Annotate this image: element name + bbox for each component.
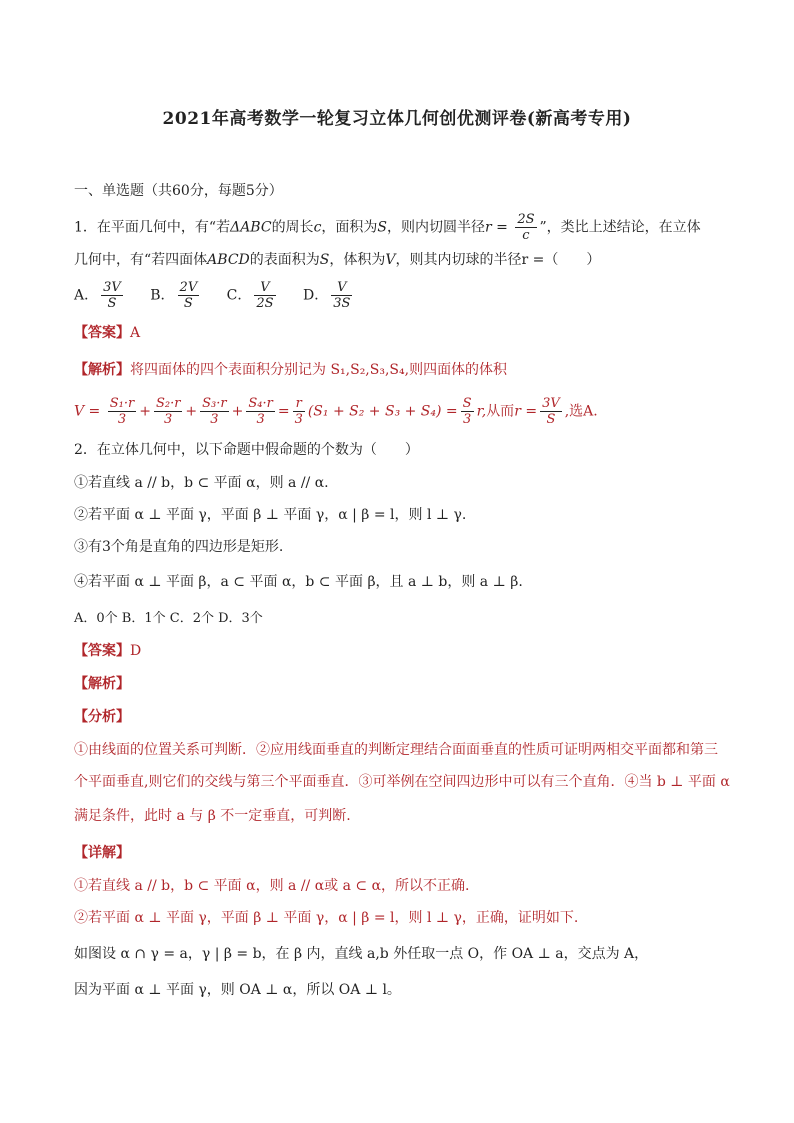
- denominator: S: [107, 296, 117, 311]
- fraction: [101, 280, 123, 311]
- formula-sum: (S₁ + S₂ + S₃ + S₄): [307, 403, 442, 420]
- denominator: S: [183, 296, 193, 311]
- answer-label: 【答案】: [74, 643, 130, 659]
- fenxi-line-1: ①由线面的位置关系可判断．②应用线面垂直的判断定理结合面面垂直的性质可证明两相交平面都和第三: [74, 742, 718, 758]
- fraction: [331, 280, 352, 311]
- text: ，体积为: [329, 252, 386, 268]
- denominator: 3: [210, 412, 219, 427]
- math-var: S: [319, 252, 330, 268]
- fraction: [108, 396, 136, 427]
- question-1-options: [74, 280, 375, 311]
- option-a: [74, 280, 126, 311]
- formula-text: ,选A.: [564, 403, 598, 420]
- answer-value: A: [130, 325, 141, 341]
- numerator: 3V: [103, 280, 121, 295]
- option-b: [150, 280, 202, 311]
- fenxi-line-2: 个平面垂直,则它们的交线与第三个平面垂直．③可举例在空间四边形中可以有三个直角．④当 b ⊥ 平面 α: [74, 774, 730, 790]
- volume-formula: V = $\frac{\text{S₁·r}}{3}$ + $\frac{\text{S₂·r}}{3}$ + $\frac{\text{S₃·r}}{3}$ + $\frac{\text{S₄·r}}{3}$ = $\frac{r}{3}$ (S₁ + S₂ + S₃ + S₄) = $\frac{S}{3}$ r,从而r = $\frac{3V}{S}$ ,选A.: [74, 396, 598, 427]
- analysis-label: 【解析】: [74, 362, 130, 378]
- question-1-line-2: [74, 250, 600, 270]
- numerator: S₁·r: [109, 396, 135, 411]
- option-d: [303, 280, 355, 311]
- option-label: D．: [303, 287, 329, 304]
- fraction: [540, 396, 562, 427]
- text: 的周长: [271, 219, 314, 236]
- math-triangle: ΔABC: [230, 219, 272, 236]
- denominator: 2S: [256, 296, 274, 311]
- text: ，则内切圆半径: [387, 219, 485, 236]
- question-2-answer: [74, 641, 141, 661]
- xiangjie-line-1: ①若直线 a // b，b ⊂ 平面 α，则 a // α或 a ⊂ α，所以不正确.: [74, 878, 470, 894]
- statement-4: ④若平面 α ⊥ 平面 β，a ⊂ 平面 α，b ⊂ 平面 β，且 a ⊥ b，则 a ⊥ β.: [74, 574, 523, 590]
- fraction: [154, 396, 182, 427]
- fenxi-label: 【分析】: [74, 709, 130, 725]
- option-label: A．: [74, 287, 99, 304]
- fraction: [293, 396, 305, 427]
- xiangjie-line-3: 如图设 α ∩ γ = a，γ | β = b，在 β 内，直线 a,b 外任取一点 O，作 OA ⊥ a，交点为 A，: [74, 946, 649, 962]
- xiangjie-line-4: 因为平面 α ⊥ 平面 γ，则 OA ⊥ α，所以 OA ⊥ l。: [74, 982, 401, 998]
- question-1-line-1: [74, 212, 701, 243]
- denominator: c: [522, 228, 530, 243]
- text: 的表面积为: [249, 252, 320, 268]
- math-eq: r =: [485, 219, 508, 236]
- statement-2: ②若平面 α ⊥ 平面 γ，平面 β ⊥ 平面 γ，α | β = l，则 l ⊥ γ.: [74, 507, 467, 523]
- text: 几何中，有“若四面体: [74, 252, 208, 268]
- math-var: S: [377, 219, 387, 236]
- option-label: B．: [150, 287, 175, 304]
- formula-text: 从而: [486, 403, 515, 420]
- formula-text: r =: [514, 403, 538, 420]
- fraction: [515, 212, 536, 243]
- question-1-analysis: [74, 360, 507, 380]
- analysis-text: 将四面体的四个表面积分别记为 S₁,S₂,S₃,S₄,则四面体的体积: [130, 362, 508, 378]
- numerator: 2S: [517, 212, 535, 227]
- fraction: [200, 396, 228, 427]
- text: ，则其内切球的半径: [395, 252, 522, 268]
- statement-3: ③有3个角是直角的四边形是矩形.: [74, 539, 284, 555]
- xiangjie-line-2: ②若平面 α ⊥ 平面 γ，平面 β ⊥ 平面 γ，α | β = l，则 l ⊥ γ，正确，证明如下.: [74, 910, 579, 926]
- text: 1．在平面几何中，有“若: [74, 219, 231, 236]
- numerator: S₄·r: [248, 396, 273, 411]
- math-var: c: [313, 219, 322, 236]
- numerator: S: [462, 396, 472, 411]
- formula-text: r,: [476, 403, 487, 420]
- section-heading: 一、单选题（共60分，每题5分）: [74, 183, 283, 199]
- fraction: [254, 280, 275, 311]
- question-2-analysis-label: 【解析】: [74, 676, 130, 692]
- denominator: 3: [117, 412, 127, 427]
- text: r =（ ）: [521, 252, 601, 268]
- statement-1: ①若直线 a // b，b ⊂ 平面 α，则 a // α.: [74, 475, 329, 491]
- numerator: 2V: [179, 280, 198, 295]
- fraction: [178, 280, 200, 311]
- numerator: V: [331, 280, 352, 296]
- numerator: S₂·r: [155, 396, 181, 411]
- formula-lhs: V =: [74, 403, 101, 420]
- question-1-answer: [74, 323, 140, 343]
- math-var: V: [385, 252, 396, 268]
- denominator: 3: [462, 412, 472, 427]
- option-label: C．: [226, 287, 252, 304]
- numerator: V: [254, 280, 275, 296]
- text: ，面积为: [321, 219, 378, 236]
- fraction: [246, 396, 274, 427]
- denominator: 3: [256, 412, 265, 427]
- page-title: 2021年高考数学一轮复习立体几何创优测评卷(新高考专用): [162, 109, 632, 129]
- denominator: 3S: [333, 296, 351, 311]
- text: ”，类比上述结论，在立体: [539, 219, 701, 236]
- math-var: ABCD: [207, 252, 250, 268]
- numerator: 3V: [542, 396, 560, 411]
- fraction: [461, 396, 474, 427]
- denominator: S: [546, 412, 556, 427]
- question-2-stem: 2．在立体几何中，以下命题中假命题的个数为（ ）: [74, 442, 419, 458]
- question-2-options: A．0个 B．1个 C．2个 D．3个: [74, 611, 263, 626]
- numerator: S₃·r: [202, 396, 227, 411]
- fenxi-line-3: 满足条件，此时 a 与 β 不一定垂直，可判断.: [74, 808, 351, 824]
- denominator: 3: [294, 412, 303, 427]
- denominator: 3: [164, 412, 173, 427]
- answer-value: D: [130, 643, 142, 659]
- answer-label: 【答案】: [74, 325, 130, 341]
- option-c: [227, 280, 279, 311]
- numerator: r: [293, 396, 305, 412]
- xiangjie-label: 【详解】: [74, 845, 130, 861]
